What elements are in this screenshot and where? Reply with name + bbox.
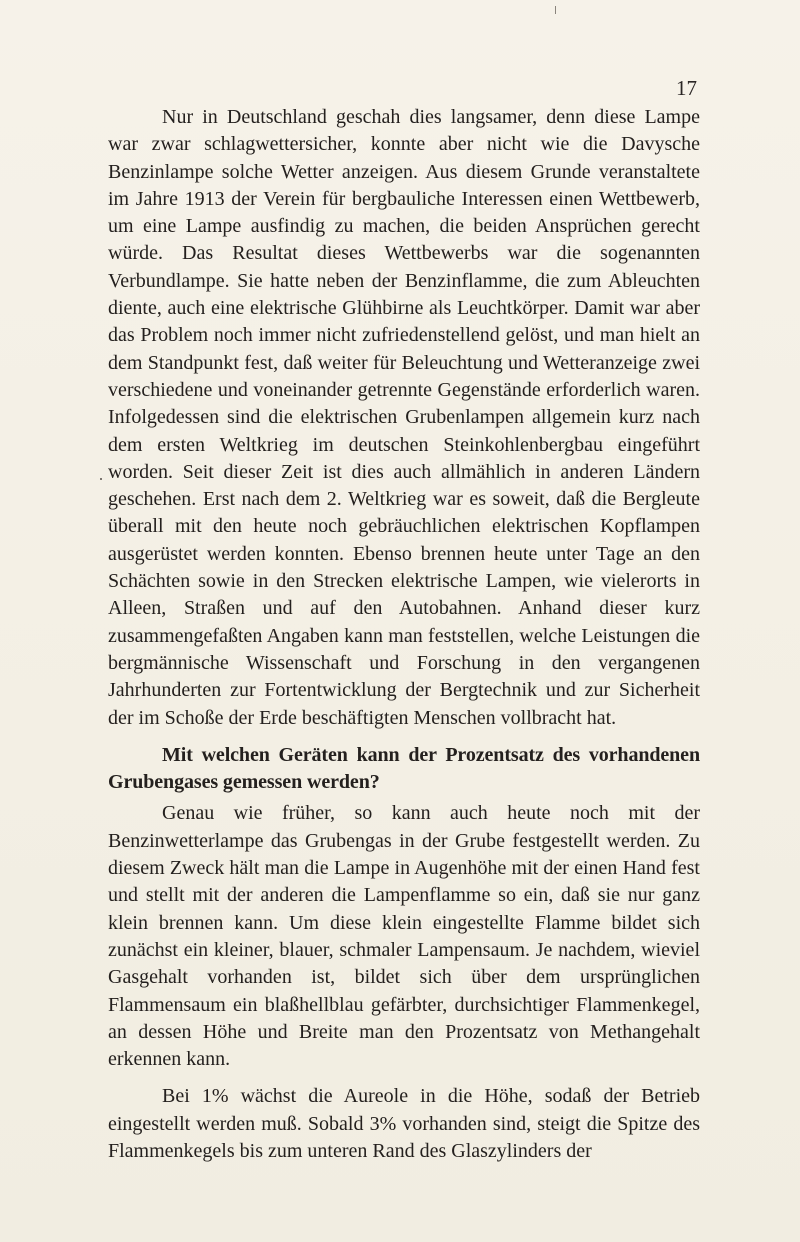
paragraph-measurement: Genau wie früher, so kann auch heute noch mit der Benzinwetterlampe das Grubengas in der Grube festgestellt werden. Zu diesem Zweck hält man die Lampe in Augenhöhe mit der einen Hand fest und stellt mit der anderen die Lampenflamme so ein, daß sie nur ganz klein brennen kann. Um diese klein eingestellte Flamme bildet sich zunächst ein kleiner, blauer, schmaler Lampensaum. Je nachdem, wieviel Gasgehalt vorhanden ist, bildet sich über dem ursprünglichen Flammensaum ein blaßhellblau gefärbter, durchsichtiger Flammenkegel, an dessen Höhe und Breite man den Prozentsatz von Methangehalt erkennen kann. [108,802,700,1071]
paragraph-lamp-history: Nur in Deutschland geschah dies langsamer, denn diese Lampe war zwar schlagwettersicher, konnte aber nicht wie die Davysche Benzinlampe solche Wetter anzeigen. Aus diesem Grunde veranstaltete im Jahre 1913 der Verein für bergbauliche Interessen einen Wettbewerb, um eine Lampe ausfindig zu machen, die beiden Ansprüchen gerecht würde. Das Resultat dieses Wettbewerbs war die sogenannten Verbundlampe. Sie hatte neben der Benzinflamme, die zum Ableuchten diente, auch eine elektrische Glühbirne als Leuchtkörper. Damit war aber das Problem noch immer nicht zufriedenstellend gelöst, und man hielt an dem Standpunkt fest, daß weiter für Beleuchtung und Wetteranzeige zwei verschiedene und voneinander getrennte Gegenstände erforderlich waren. Infolgedessen sind die elektrischen Grubenlampen allgemein kurz nach dem ersten Weltkrieg im deutschen Steinkohlenbergbau eingeführt worden. Seit dieser Zeit ist dies auch allmählich in anderen Ländern geschehen. Erst nach dem 2. Weltkrieg war es soweit, daß die Bergleute überall mit den heute noch gebräuchlichen elektrischen Kopflampen ausgerüstet werden konnten. Ebenso brennen heute unter Tage an den Schächten sowie in den Strecken elektrische Lampen, wie vielerorts in Alleen, Straßen und auf den Autobahnen. Anhand dieser kurz zusammengefaßten Angaben kann man feststellen, welche Leistungen die bergmännische Wissenschaft und Forschung in den vergangenen Jahrhunderten zur Fortentwicklung der Bergtechnik und zur Sicherheit der im Schoße der Erde beschäftigten Menschen vollbracht hat. [108,106,700,729]
body-text [108,104,700,1165]
page-number: 17 [676,76,697,100]
scan-mark [555,6,556,14]
margin-dot [100,478,102,480]
section-heading: Mit welchen Geräten kann der Prozentsatz des vorhandenen Grubengases gemessen werden? [108,743,700,794]
paragraph-percentages: Bei 1% wächst die Aureole in die Höhe, sodaß der Betrieb eingestellt werden muß. Sobald 3% vorhanden sind, steigt die Spitze des Flammenkegels bis zum unteren Rand des Glaszylinders der [108,1085,700,1162]
